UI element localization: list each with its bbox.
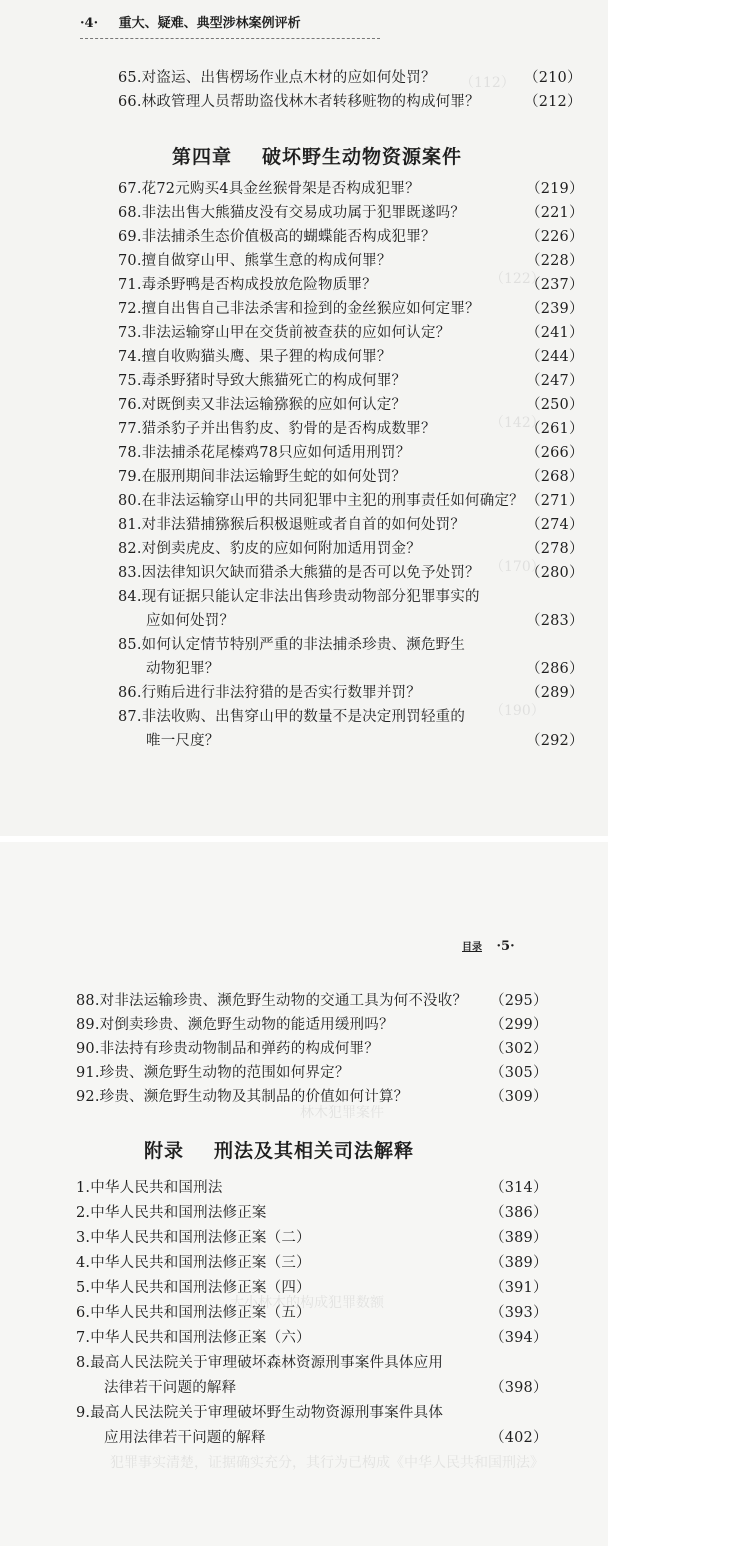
toc-entry-title: 78.非法捕杀花尾榛鸡78只应如何适用刑罚？ (118, 445, 411, 461)
toc-entry (0, 321, 608, 345)
chapter-number: 附录 (144, 1140, 185, 1162)
toc-entry-page: （268） (526, 469, 584, 485)
toc-entry-title: 1.中华人民共和国刑法 (76, 1180, 223, 1196)
toc-entry-page: （280） (526, 565, 584, 581)
toc-entry-page: （244） (526, 349, 584, 365)
toc-entry-page: （389） (490, 1230, 548, 1246)
toc-entry-title: 3.中华人民共和国刑法修正案（二） (76, 1230, 311, 1246)
toc-entry (0, 1426, 608, 1450)
toc-entry (0, 273, 608, 297)
toc-entry (0, 513, 608, 537)
page-number: ·4· (80, 16, 99, 31)
toc-entry-title: 86.行贿后进行非法狩猎的是否实行数罪并罚？ (118, 685, 421, 701)
toc-entry-page: （261） (526, 421, 584, 437)
bleed-through: （170） (490, 559, 545, 575)
bleed-through: 大小林木的构成犯罪数额 (230, 1295, 384, 1311)
toc-entry-page: （247） (526, 373, 584, 389)
chapter-heading (172, 142, 462, 169)
toc-entry-page: （210） (524, 70, 582, 86)
toc-entry-page: （278） (526, 541, 584, 557)
toc-entry-title: 87.非法收购、出售穿山甲的数量不是决定刑罚轻重的 (118, 709, 466, 725)
toc-entry (0, 489, 608, 513)
toc-entry (0, 249, 608, 273)
toc-entry-title: 91.珍贵、濒危野生动物的范围如何界定？ (76, 1065, 350, 1081)
toc-entry-title: 79.在服刑期间非法运输野生蛇的如何处罚？ (118, 469, 407, 485)
page-number: ·5· (496, 939, 515, 954)
toc-entry-title: 应用法律若干问题的解释 (104, 1430, 266, 1446)
toc-entry (0, 1326, 608, 1350)
toc-entry-page: （266） (526, 445, 584, 461)
toc-entry (0, 1226, 608, 1250)
toc-entry (0, 537, 608, 561)
toc-entry-title: 77.猎杀豹子并出售豹皮、豹骨的是否构成数罪？ (118, 421, 436, 437)
toc-entry-title: 82.对倒卖虎皮、豹皮的应如何附加适用罚金？ (118, 541, 421, 557)
toc-entry-page: （398） (490, 1380, 548, 1396)
toc-entry (0, 1301, 608, 1325)
toc-entry-title: 67.花72元购买4具金丝猴骨架是否构成犯罪？ (118, 181, 420, 197)
toc-entry-title: 69.非法捕杀生态价值极高的蝴蝶能否构成犯罪？ (118, 229, 436, 245)
toc-entry (0, 1176, 608, 1200)
toc-entry-page: （295） (490, 993, 548, 1009)
toc-entry (0, 66, 608, 90)
toc-entry-page: （237） (526, 277, 584, 293)
toc-entry-title: 5.中华人民共和国刑法修正案（四） (76, 1280, 311, 1296)
running-head-left (80, 12, 301, 31)
toc-entry-page: （286） (526, 661, 584, 677)
toc-entry-page: （289） (526, 685, 584, 701)
toc-entry (0, 1201, 608, 1225)
toc-entry (0, 585, 608, 609)
chapter-heading (144, 1136, 414, 1163)
toc-entry-title: 6.中华人民共和国刑法修正案（五） (76, 1305, 311, 1321)
toc-entry-title: 90.非法持有珍贵动物制品和弹药的构成何罪？ (76, 1041, 379, 1057)
toc-entry-title: 76.对既倒卖又非法运输猕猴的应如何认定？ (118, 397, 407, 413)
toc-entry-page: （292） (526, 733, 584, 749)
toc-entry (0, 297, 608, 321)
toc-entry-page: （305） (490, 1065, 548, 1081)
toc-entry (0, 1251, 608, 1275)
section-title: 目录 (462, 942, 482, 953)
toc-entry (0, 1061, 608, 1085)
toc-entry-title: 9.最高人民法院关于审理破坏野生动物资源刑事案件具体 (76, 1405, 444, 1421)
toc-entry (0, 177, 608, 201)
bleed-through: （122） (490, 271, 545, 287)
book-title: 重大、疑难、典型涉林案例评析 (118, 16, 301, 31)
toc-entry-title: 66.林政管理人员帮助盗伐林木者转移赃物的构成何罪？ (118, 94, 480, 110)
toc-entry-title: 7.中华人民共和国刑法修正案（六） (76, 1330, 311, 1346)
toc-entry-title: 92.珍贵、濒危野生动物及其制品的价值如何计算？ (76, 1089, 409, 1105)
toc-entry-title: 2.中华人民共和国刑法修正案 (76, 1205, 267, 1221)
toc-entry-title: 70.擅自做穿山甲、熊掌生意的构成何罪？ (118, 253, 392, 269)
toc-entry-title: 84.现有证据只能认定非法出售珍贵动物部分犯罪事实的 (118, 589, 480, 605)
toc-entry-page: （389） (490, 1255, 548, 1271)
toc-entry-title: 68.非法出售大熊猫皮没有交易成功属于犯罪既遂吗？ (118, 205, 466, 221)
bleed-through: 犯罪事实清楚，证据确实充分，其行为已构成《中华人民共和国刑法》 (110, 1455, 544, 1471)
toc-entry-page: （271） (526, 493, 584, 509)
toc-entry-page: （299） (490, 1017, 548, 1033)
toc-entry-title: 83.因法律知识欠缺而猎杀大熊猫的是否可以免予处罚？ (118, 565, 480, 581)
toc-entry-page: （302） (490, 1041, 548, 1057)
toc-entry-page: （228） (526, 253, 584, 269)
toc-entry-page: （386） (490, 1205, 548, 1221)
toc-entry-title: 8.最高人民法院关于审理破坏森林资源刑事案件具体应用 (76, 1355, 444, 1371)
toc-entry-title: 74.擅自收购猫头鹰、果子狸的构成何罪？ (118, 349, 392, 365)
toc-entry-title: 89.对倒卖珍贵、濒危野生动物的能适用缓刑吗？ (76, 1017, 394, 1033)
toc-entry (0, 441, 608, 465)
chapter-title: 破坏野生动物资源案件 (262, 146, 463, 168)
toc-entry-page: （314） (490, 1180, 548, 1196)
toc-entry-title: 法律若干问题的解释 (104, 1380, 237, 1396)
toc-entry-page: （309） (490, 1089, 548, 1105)
toc-entry-title: 85.如何认定情节特别严重的非法捕杀珍贵、濒危野生 (118, 637, 466, 653)
toc-entry (0, 989, 608, 1013)
toc-entry (0, 657, 608, 681)
toc-entry-page: （394） (490, 1330, 548, 1346)
toc-entry (0, 393, 608, 417)
toc-entry (0, 225, 608, 249)
toc-entry-page: （239） (526, 301, 584, 317)
toc-entry-page: （212） (524, 94, 582, 110)
toc-entry-title: 72.擅自出售自己非法杀害和捡到的金丝猴应如何定罪？ (118, 301, 480, 317)
toc-entry (0, 1085, 608, 1109)
toc-entry-page: （402） (490, 1430, 548, 1446)
toc-entry (0, 1276, 608, 1300)
toc-entry (0, 369, 608, 393)
toc-entry-page: （274） (526, 517, 584, 533)
toc-entry-title: 65.对盗运、出售楞场作业点木材的应如何处罚？ (118, 70, 436, 86)
toc-entry-page: （219） (526, 181, 584, 197)
chapter-number: 第四章 (172, 146, 233, 168)
toc-entry (0, 345, 608, 369)
toc-entry (0, 1013, 608, 1037)
toc-entry-page: （283） (526, 613, 584, 629)
toc-entry-title: 71.毒杀野鸭是否构成投放危险物质罪？ (118, 277, 377, 293)
toc-entry-title: 81.对非法猎捕猕猴后积极退赃或者自首的如何处罚？ (118, 517, 466, 533)
toc-entry-page: （391） (490, 1280, 548, 1296)
running-head-right (462, 938, 515, 954)
toc-entry-title: 4.中华人民共和国刑法修正案（三） (76, 1255, 311, 1271)
toc-entry-title: 动物犯罪？ (146, 661, 220, 677)
toc-entry-title: 唯一尺度？ (146, 733, 220, 749)
toc-entry (0, 705, 608, 729)
toc-entry (0, 633, 608, 657)
chapter-title: 刑法及其相关司法解释 (214, 1140, 415, 1162)
toc-entry (0, 561, 608, 585)
toc-entry-title: 应如何处罚？ (146, 613, 235, 629)
toc-entry-title: 73.非法运输穿山甲在交货前被查获的应如何认定？ (118, 325, 451, 341)
toc-entry (0, 681, 608, 705)
toc-entry (0, 201, 608, 225)
toc-entry (0, 90, 608, 114)
toc-entry (0, 1376, 608, 1400)
toc-entry (0, 1037, 608, 1061)
toc-entry-title: 75.毒杀野猪时导致大熊猫死亡的构成何罪？ (118, 373, 407, 389)
bleed-through: （190） (490, 703, 545, 719)
toc-entry (0, 1351, 608, 1375)
bleed-through: （112） (460, 75, 515, 91)
toc-entry (0, 417, 608, 441)
toc-entry-page: （221） (526, 205, 584, 221)
toc-entry-page: （226） (526, 229, 584, 245)
toc-entry-title: 80.在非法运输穿山甲的共同犯罪中主犯的刑事责任如何确定？ (118, 493, 524, 509)
toc-entry-page: （241） (526, 325, 584, 341)
toc-entry (0, 609, 608, 633)
toc-entry (0, 1401, 608, 1425)
toc-entry-page: （393） (490, 1305, 548, 1321)
bleed-through: 林木犯罪案件 (300, 1105, 384, 1121)
toc-entry (0, 465, 608, 489)
toc-entry-page: （250） (526, 397, 584, 413)
bleed-through: （142） (490, 415, 545, 431)
toc-entry-title: 88.对非法运输珍贵、濒危野生动物的交通工具为何不没收？ (76, 993, 468, 1009)
header-rule (80, 38, 380, 39)
toc-entry (0, 729, 608, 753)
